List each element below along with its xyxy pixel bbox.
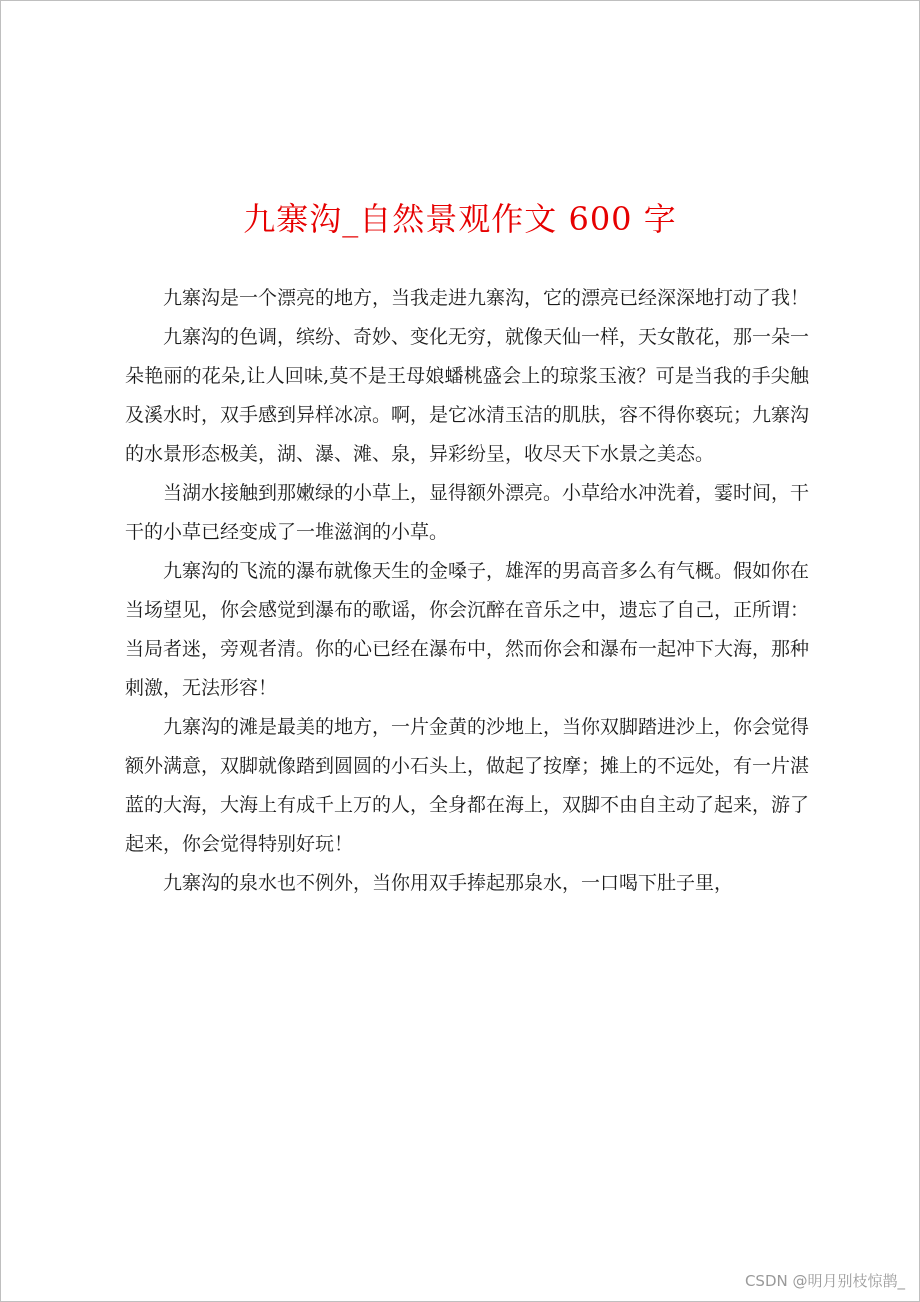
paragraph-6: 九寨沟的泉水也不例外，当你用双手捧起那泉水，一口喝下肚子里， — [163, 872, 734, 894]
document-title: 九寨沟_自然景观作文 600 字 — [243, 200, 677, 238]
paragraph-5: 九寨沟的滩是最美的地方，一片金黄的沙地上，当你双脚踏进沙上，你会觉得额外满意，双脚就像踏到圆圆的小石头上，做起了按摩；摊上的不远处，有一片湛蓝的大海，大海上有成千上万的人，全身都在海上，双脚不由自主动了起来，游了起来，你会觉得特别好玩！ — [125, 716, 810, 855]
paragraph-3: 当湖水接触到那嫩绿的小草上，显得额外漂亮。小草给水冲洗着，霎时间，干干的小草已经变成了一堆滋润的小草。 — [125, 482, 810, 543]
paragraph-4: 九寨沟的飞流的瀑布就像天生的金嗓子，雄浑的男高音多么有气概。假如你在当场望见，你会感觉到瀑布的歌谣，你会沉醉在音乐之中，遗忘了自己，正所谓：当局者迷，旁观者清。你的心已经在瀑布中，然而你会和瀑布一起冲下大海，那种刺激，无法形容！ — [125, 560, 810, 699]
paragraph-2: 九寨沟的色调，缤纷、奇妙、变化无穷，就像天仙一样，天女散花，那一朵一朵艳丽的花朵,让人回味,莫不是王母娘蟠桃盛会上的琼浆玉液？可是当我的手尖触及溪水时，双手感到异样冰凉。啊，是它冰清玉洁的肌肤，容不得你亵玩；九寨沟的水景形态极美，湖、瀑、滩、泉，异彩纷呈，收尽天下水景之美态。 — [125, 326, 810, 465]
document-body — [125, 279, 809, 903]
watermark: CSDN @明月别枝惊鹊_ — [744, 1272, 905, 1290]
paragraph-1: 九寨沟是一个漂亮的地方，当我走进九寨沟，它的漂亮已经深深地打动了我！ — [163, 287, 810, 309]
